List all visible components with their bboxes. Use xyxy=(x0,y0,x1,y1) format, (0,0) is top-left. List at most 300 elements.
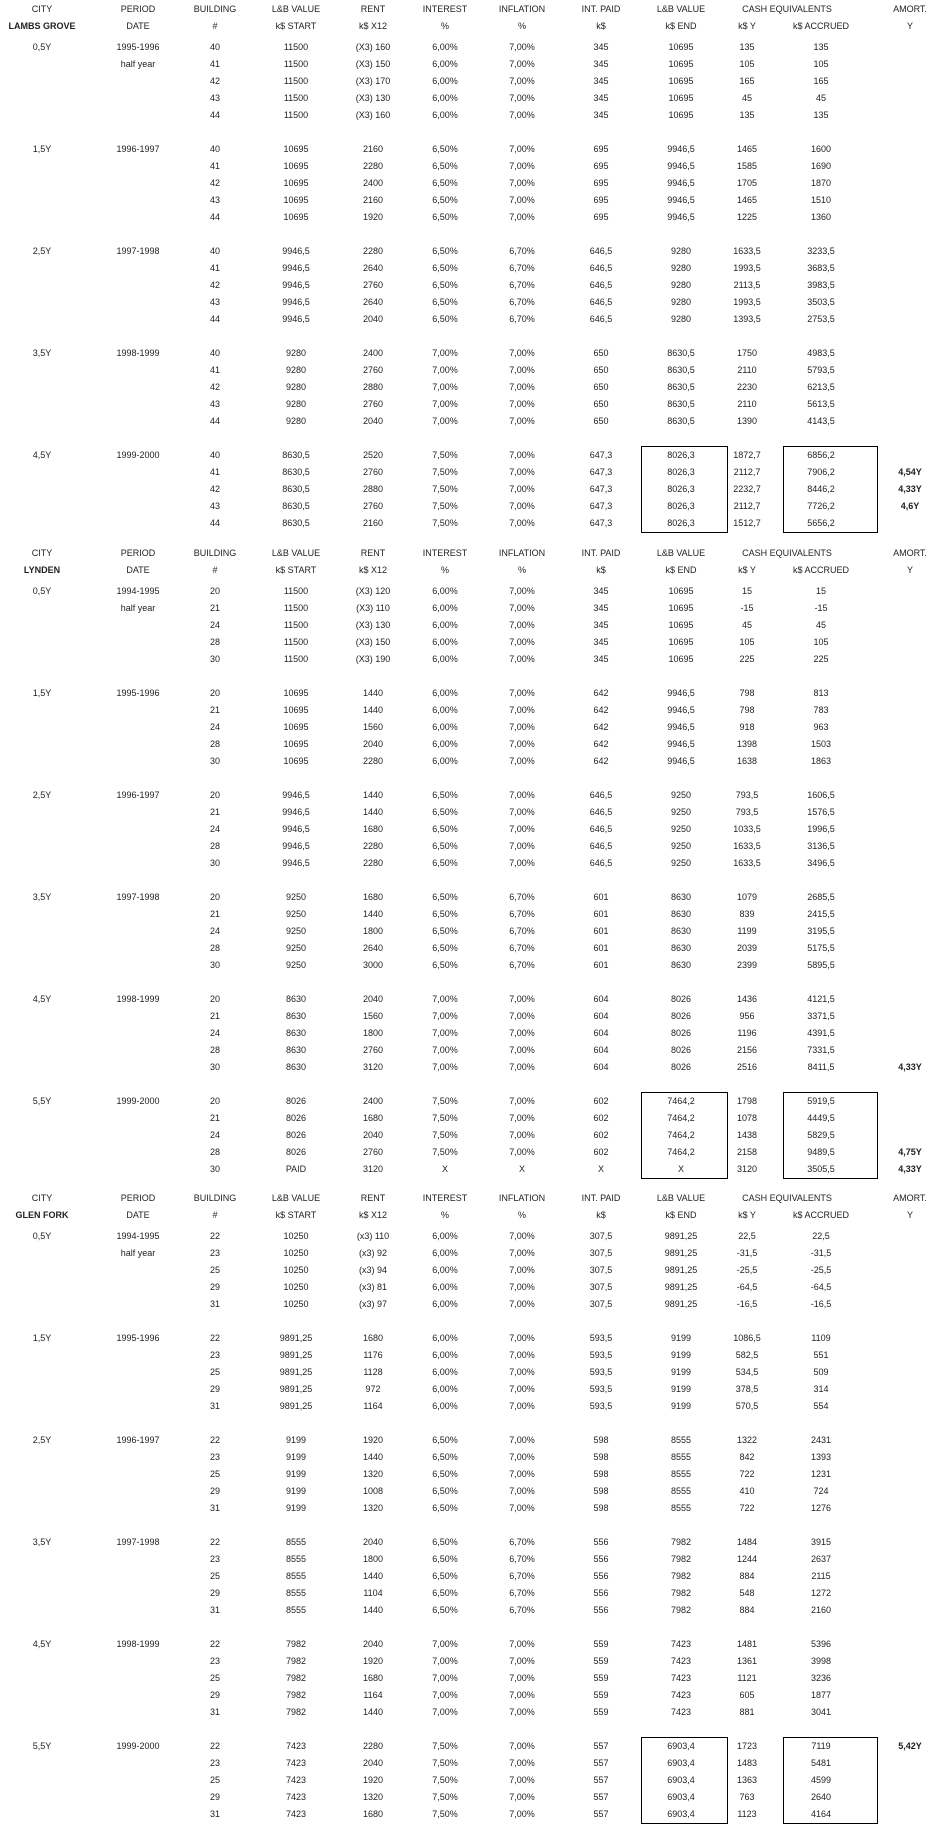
cell-cashAcc: 5793,5 xyxy=(807,365,835,375)
header-inflation-unit: % xyxy=(517,1210,527,1220)
period-date: 1998-1999 xyxy=(116,994,160,1004)
cell-inflation: 7,00% xyxy=(509,399,535,409)
cell-int-paid: 604 xyxy=(593,1011,609,1021)
cell-interest: 7,00% xyxy=(432,1062,458,1072)
cell-interest: 6,50% xyxy=(432,144,458,154)
cell-lb-start: 10250 xyxy=(283,1299,309,1309)
cell-lb-end: 10695 xyxy=(668,59,694,69)
header-cash-equivalents: CASH EQUIVALENTS xyxy=(742,1193,832,1203)
cell-inflation: 7,00% xyxy=(509,1486,535,1496)
cell-interest: 6,00% xyxy=(432,756,458,766)
cell-cashAcc: 1109 xyxy=(811,1333,831,1343)
period-label: 0,5Y xyxy=(32,586,52,596)
cell-lb-start: 9946,5 xyxy=(282,824,310,834)
cell-inflation: 7,00% xyxy=(509,1707,535,1717)
cell-rent: 2760 xyxy=(362,365,384,375)
cell-cashY: 1199 xyxy=(737,926,757,936)
cell-cashY: 1723 xyxy=(736,1741,758,1751)
cell-interest: 7,50% xyxy=(432,1147,458,1157)
cell-inflation: 7,00% xyxy=(509,1639,535,1649)
cell-cashY: 105 xyxy=(739,59,755,69)
cell-lb-start: 8630,5 xyxy=(282,467,310,477)
header-rent: RENT xyxy=(360,1193,386,1203)
header-kdollar-accrued: k$ ACCRUED xyxy=(792,21,850,31)
cell-building: 44 xyxy=(209,518,221,528)
cell-cashY: 570,5 xyxy=(735,1401,759,1411)
cell-inflation: 7,00% xyxy=(509,450,535,460)
cell-cashAcc: 4164 xyxy=(810,1809,832,1819)
cell-int-paid: 646,5 xyxy=(589,807,613,817)
cell-cashY: 1361 xyxy=(736,1656,758,1666)
period-note: half year xyxy=(120,59,156,69)
cell-lb-end: 8026,3 xyxy=(667,501,695,511)
period-label: 1,5Y xyxy=(32,1333,52,1343)
cell-lb-end: 7464,2 xyxy=(667,1096,695,1106)
cell-cashAcc: 509 xyxy=(813,1367,829,1377)
cell-lb-start: 8630,5 xyxy=(282,501,310,511)
header-rent: RENT xyxy=(360,4,386,14)
cell-cashAcc: 783 xyxy=(813,705,829,715)
cell-cashY: 1079 xyxy=(736,892,758,902)
cell-inflation: 7,00% xyxy=(509,59,535,69)
cell-rent: 1920 xyxy=(362,1656,384,1666)
cell-int-paid: 598 xyxy=(593,1435,609,1445)
cell-lb-start: 7982 xyxy=(285,1673,307,1683)
cell-inflation: 7,00% xyxy=(509,1333,535,1343)
cell-lb-end: 7982 xyxy=(670,1571,692,1581)
header-rent: RENT xyxy=(360,548,386,558)
cell-rent: (X3) 160 xyxy=(355,42,391,52)
cell-interest: 7,00% xyxy=(432,1045,458,1055)
cell-inflation: 7,00% xyxy=(509,1299,535,1309)
cell-rent: (X3) 130 xyxy=(355,620,391,630)
cell-lb-end: 7464,2 xyxy=(667,1147,695,1157)
cell-inflation: 7,00% xyxy=(509,144,535,154)
cell-cashAcc: 135 xyxy=(813,42,829,52)
cell-inflation: 6,70% xyxy=(509,1571,535,1581)
cell-lb-start: 9199 xyxy=(285,1435,307,1445)
cell-int-paid: 650 xyxy=(593,382,609,392)
cell-rent: 2040 xyxy=(362,1537,384,1547)
cell-int-paid: 695 xyxy=(593,178,609,188)
cell-cashY: 1086,5 xyxy=(733,1333,761,1343)
cell-cashAcc: 5396 xyxy=(810,1639,832,1649)
cell-lb-end: 8026 xyxy=(670,994,692,1004)
cell-cashY: 378,5 xyxy=(735,1384,759,1394)
cell-cashY: 842 xyxy=(739,1452,755,1462)
header-lb-value-end: L&B VALUE xyxy=(656,548,706,558)
cell-cashY: 763 xyxy=(739,1792,755,1802)
cell-rent: 1680 xyxy=(362,892,384,902)
cell-rent: 2760 xyxy=(362,1147,384,1157)
cell-building: 28 xyxy=(209,739,221,749)
cell-lb-end: 10695 xyxy=(668,93,694,103)
cell-lb-end: 9946,5 xyxy=(667,144,695,154)
cell-interest: 6,50% xyxy=(432,297,458,307)
header-period: PERIOD xyxy=(120,4,156,14)
cell-cashAcc: 4391,5 xyxy=(807,1028,835,1038)
cell-cashY: 884 xyxy=(739,1571,755,1581)
cell-inflation: 7,00% xyxy=(509,858,535,868)
cell-lb-end: 8630 xyxy=(670,892,692,902)
cell-lb-start: 8026 xyxy=(285,1147,307,1157)
cell-lb-end: 10695 xyxy=(668,110,694,120)
cell-rent: (X3) 110 xyxy=(356,603,390,613)
cell-lb-start: 11500 xyxy=(283,110,309,120)
cell-lb-end: 10695 xyxy=(668,586,694,596)
cell-int-paid: 604 xyxy=(593,994,609,1004)
cell-building: 40 xyxy=(209,144,221,154)
cell-rent: 2040 xyxy=(362,1130,384,1140)
cell-building: 40 xyxy=(209,348,221,358)
cell-rent: 2160 xyxy=(362,144,384,154)
cell-lb-end: 8555 xyxy=(670,1486,692,1496)
cell-int-paid: 646,5 xyxy=(589,297,613,307)
cell-cashY: 1225 xyxy=(736,212,758,222)
cell-cashY: 1633,5 xyxy=(733,841,761,851)
cell-lb-start: 9199 xyxy=(285,1469,307,1479)
header-date: DATE xyxy=(126,1210,150,1220)
cell-rent: (x3) 110 xyxy=(356,1231,390,1241)
cell-building: 31 xyxy=(209,1809,221,1819)
cell-cashAcc: 5481 xyxy=(810,1758,832,1768)
cell-building: 30 xyxy=(209,1164,221,1174)
period-label: 3,5Y xyxy=(32,348,52,358)
cell-cashY: 2110 xyxy=(737,365,757,375)
cell-lb-end: 9280 xyxy=(670,263,692,273)
cell-inflation: 7,00% xyxy=(509,739,535,749)
period-date: 1995-1996 xyxy=(116,688,160,698)
cell-rent: 2400 xyxy=(362,1096,384,1106)
cell-cashAcc: 5895,5 xyxy=(807,960,835,970)
cell-inflation: 7,00% xyxy=(509,416,535,426)
period-date: 1999-2000 xyxy=(116,450,160,460)
cell-inflation: 7,00% xyxy=(509,161,535,171)
cell-lb-start: 9199 xyxy=(285,1503,307,1513)
cell-interest: 7,00% xyxy=(432,1639,458,1649)
cell-rent: (X3) 160 xyxy=(355,110,391,120)
cell-lb-end: 9199 xyxy=(670,1333,692,1343)
cell-cashAcc: 2753,5 xyxy=(807,314,835,324)
cell-int-paid: 601 xyxy=(593,892,609,902)
cell-cashY: 1244 xyxy=(736,1554,758,1564)
cell-int-paid: 602 xyxy=(593,1147,609,1157)
cell-building: 24 xyxy=(209,1130,221,1140)
cell-cashAcc: 551 xyxy=(813,1350,829,1360)
cell-interest: 7,50% xyxy=(432,1775,458,1785)
header-inflation-unit: % xyxy=(517,21,527,31)
cell-rent: 2880 xyxy=(362,484,384,494)
cell-int-paid: 646,5 xyxy=(589,314,613,324)
period-date: 1996-1997 xyxy=(116,144,160,154)
cell-building: 29 xyxy=(209,1792,221,1802)
cell-cashAcc: 314 xyxy=(813,1384,829,1394)
cell-lb-end: 8026 xyxy=(670,1062,692,1072)
cell-inflation: 6,70% xyxy=(509,314,535,324)
cell-inflation: 6,70% xyxy=(509,1605,535,1615)
header-city: CITY xyxy=(31,548,53,558)
cell-rent: 1920 xyxy=(362,1435,384,1445)
cell-interest: 6,50% xyxy=(432,1588,458,1598)
cell-building: 20 xyxy=(209,892,221,902)
amortization-value: 5,42Y xyxy=(898,1741,922,1751)
cell-int-paid: 598 xyxy=(593,1486,609,1496)
cell-int-paid: 307,5 xyxy=(589,1248,613,1258)
period-label: 2,5Y xyxy=(32,790,52,800)
cell-interest: 6,00% xyxy=(432,1401,458,1411)
cell-cashAcc: 1510 xyxy=(810,195,832,205)
cell-lb-start: 9250 xyxy=(285,926,307,936)
cell-interest: 6,00% xyxy=(432,110,458,120)
cell-lb-start: 11500 xyxy=(283,42,309,52)
cell-cashY: 45 xyxy=(741,93,753,103)
cell-rent: (X3) 120 xyxy=(355,586,391,596)
cell-cashY: 1633,5 xyxy=(733,858,761,868)
cell-cashY: 2158 xyxy=(736,1147,758,1157)
cell-cashAcc: 3915 xyxy=(810,1537,832,1547)
cell-lb-end: 9946,5 xyxy=(667,722,695,732)
cell-rent: 1008 xyxy=(362,1486,384,1496)
period-label: 3,5Y xyxy=(32,892,52,902)
cell-interest: 6,00% xyxy=(432,1384,458,1394)
cell-cashAcc: 225 xyxy=(813,654,829,664)
cell-cashY: 793,5 xyxy=(735,790,759,800)
cell-lb-start: 9946,5 xyxy=(282,314,310,324)
period-date: 1997-1998 xyxy=(116,246,160,256)
cell-int-paid: 345 xyxy=(593,110,609,120)
cell-rent: (x3) 97 xyxy=(358,1299,388,1309)
period-label: 2,5Y xyxy=(32,1435,52,1445)
cell-cashY: 1398 xyxy=(736,739,758,749)
cell-int-paid: 593,5 xyxy=(589,1350,613,1360)
header-lb-value-start: L&B VALUE xyxy=(271,548,321,558)
cell-lb-start: 9280 xyxy=(285,382,307,392)
cell-building: 23 xyxy=(209,1554,221,1564)
cell-rent: 3120 xyxy=(362,1062,384,1072)
city-name: LYNDEN xyxy=(23,565,61,575)
cell-rent: 2640 xyxy=(362,943,384,953)
cell-cashY: 881 xyxy=(739,1707,755,1717)
cell-cashAcc: 813 xyxy=(813,688,829,698)
header-interest-unit: % xyxy=(440,1210,450,1220)
period-date: 1999-2000 xyxy=(116,1096,160,1106)
cell-interest: 6,50% xyxy=(432,1605,458,1615)
cell-cashAcc: -31,5 xyxy=(810,1248,832,1258)
cell-int-paid: 604 xyxy=(593,1045,609,1055)
cell-int-paid: 559 xyxy=(593,1707,609,1717)
cell-int-paid: 647,3 xyxy=(589,501,613,511)
cell-lb-end: 9250 xyxy=(670,858,692,868)
cell-building: 44 xyxy=(209,212,221,222)
cell-interest: 7,00% xyxy=(432,348,458,358)
header-kdollar-start: k$ START xyxy=(275,21,317,31)
cell-lb-start: 11500 xyxy=(283,620,309,630)
cell-interest: 7,50% xyxy=(432,1792,458,1802)
cell-lb-start: 7982 xyxy=(285,1707,307,1717)
cell-int-paid: 602 xyxy=(593,1096,609,1106)
cell-int-paid: 642 xyxy=(593,739,609,749)
cell-int-paid: 642 xyxy=(593,756,609,766)
cell-lb-start: 9946,5 xyxy=(282,790,310,800)
header-city: CITY xyxy=(31,4,53,14)
cell-interest: 6,00% xyxy=(432,722,458,732)
cell-building: 42 xyxy=(209,76,221,86)
cell-inflation: 6,70% xyxy=(509,943,535,953)
header-amort-unit: Y xyxy=(906,1210,914,1220)
period-date: 1994-1995 xyxy=(116,1231,160,1241)
cell-rent: (x3) 92 xyxy=(358,1248,388,1258)
cell-int-paid: 559 xyxy=(593,1673,609,1683)
cell-cashAcc: 22,5 xyxy=(812,1231,830,1241)
cell-inflation: 7,00% xyxy=(509,722,535,732)
cell-int-paid: 556 xyxy=(593,1588,609,1598)
cell-building: 28 xyxy=(209,1147,221,1157)
cell-interest: 7,50% xyxy=(432,1758,458,1768)
cell-lb-end: 8630,5 xyxy=(667,348,695,358)
header-inflation: INFLATION xyxy=(498,548,546,558)
cell-building: 22 xyxy=(209,1333,221,1343)
cell-cashY: 605 xyxy=(739,1690,755,1700)
cell-lb-start: 7423 xyxy=(285,1809,307,1819)
cell-lb-end: 8630 xyxy=(670,926,692,936)
cell-lb-start: 9280 xyxy=(285,416,307,426)
header-kdollar-year: k$ Y xyxy=(738,21,756,31)
period-label: 0,5Y xyxy=(32,42,52,52)
cell-rent: (X3) 190 xyxy=(355,654,391,664)
cell-inflation: 7,00% xyxy=(509,1011,535,1021)
cell-building: 29 xyxy=(209,1384,221,1394)
cell-cashAcc: 6213,5 xyxy=(807,382,835,392)
cell-int-paid: 647,3 xyxy=(589,450,613,460)
cell-interest: 6,00% xyxy=(432,59,458,69)
cell-inflation: 7,00% xyxy=(509,1775,535,1785)
cell-cashY: 1705 xyxy=(736,178,758,188)
cell-rent: 1680 xyxy=(362,1113,384,1123)
cell-interest: 6,50% xyxy=(432,178,458,188)
cell-rent: 1440 xyxy=(362,1707,384,1717)
cell-interest: 7,50% xyxy=(432,1130,458,1140)
cell-cashAcc: 2637 xyxy=(810,1554,832,1564)
cell-lb-start: 7423 xyxy=(285,1758,307,1768)
header-int-paid: INT. PAID xyxy=(581,4,621,14)
cell-rent: 2880 xyxy=(362,382,384,392)
cell-int-paid: 557 xyxy=(593,1809,609,1819)
cell-rent: 1440 xyxy=(362,705,384,715)
period-label: 1,5Y xyxy=(32,688,52,698)
highlight-box-accrued xyxy=(783,446,878,533)
cell-building: 44 xyxy=(209,110,221,120)
cell-lb-end: 7423 xyxy=(670,1690,692,1700)
cell-int-paid: 604 xyxy=(593,1062,609,1072)
city-name: GLEN FORK xyxy=(15,1210,69,1220)
cell-lb-end: 9199 xyxy=(670,1384,692,1394)
cell-building: 20 xyxy=(209,790,221,800)
cell-cashY: 2112,7 xyxy=(733,501,761,511)
header-period: PERIOD xyxy=(120,548,156,558)
cell-lb-end: 8630 xyxy=(670,943,692,953)
cell-int-paid: 557 xyxy=(593,1775,609,1785)
cell-rent: 2280 xyxy=(362,1741,384,1751)
cell-inflation: 7,00% xyxy=(509,620,535,630)
cell-int-paid: 601 xyxy=(593,909,609,919)
cell-lb-start: 10250 xyxy=(283,1231,309,1241)
cell-building: 29 xyxy=(209,1486,221,1496)
cell-inflation: 6,70% xyxy=(509,1554,535,1564)
header-kdollar-year: k$ Y xyxy=(738,565,756,575)
cell-cashAcc: 3983,5 xyxy=(807,280,835,290)
cell-cashAcc: 3505,5 xyxy=(807,1164,835,1174)
cell-building: 41 xyxy=(209,467,221,477)
cell-building: 31 xyxy=(209,1707,221,1717)
cell-building: 29 xyxy=(209,1588,221,1598)
cell-int-paid: 593,5 xyxy=(589,1401,613,1411)
header-date: DATE xyxy=(126,21,150,31)
cell-inflation: 6,70% xyxy=(509,297,535,307)
cell-cashAcc: 3371,5 xyxy=(807,1011,835,1021)
cell-rent: 2760 xyxy=(362,399,384,409)
cell-cashY: -15 xyxy=(740,603,754,613)
cell-cashAcc: -25,5 xyxy=(810,1265,832,1275)
period-note: half year xyxy=(120,1248,156,1258)
cell-cashY: 1078 xyxy=(736,1113,758,1123)
cell-rent: 972 xyxy=(365,1384,381,1394)
cell-cashAcc: 5829,5 xyxy=(807,1130,835,1140)
cell-interest: 6,00% xyxy=(432,1282,458,1292)
period-label: 4,5Y xyxy=(32,450,52,460)
cell-inflation: 7,00% xyxy=(509,382,535,392)
header-cash-equivalents: CASH EQUIVALENTS xyxy=(742,548,832,558)
cell-interest: 6,50% xyxy=(432,161,458,171)
header-interest-unit: % xyxy=(440,21,450,31)
cell-lb-end: 8630,5 xyxy=(667,382,695,392)
cell-lb-start: 10250 xyxy=(283,1265,309,1275)
cell-interest: 6,50% xyxy=(432,263,458,273)
cell-rent: 1800 xyxy=(362,1028,384,1038)
cell-interest: 6,00% xyxy=(432,654,458,664)
cell-inflation: 6,70% xyxy=(509,1537,535,1547)
header-int-paid: INT. PAID xyxy=(581,1193,621,1203)
cell-cashY: 1633,5 xyxy=(733,246,761,256)
cell-cashY: 135 xyxy=(739,42,755,52)
cell-building: 41 xyxy=(209,59,221,69)
cell-inflation: 7,00% xyxy=(509,212,535,222)
cell-cashY: -25,5 xyxy=(736,1265,758,1275)
cell-rent: 1440 xyxy=(362,1452,384,1462)
cell-int-paid: 345 xyxy=(593,620,609,630)
cell-interest: 6,00% xyxy=(432,739,458,749)
header-int-paid-unit: k$ xyxy=(596,565,606,575)
cell-lb-start: 9946,5 xyxy=(282,263,310,273)
header-int-paid-unit: k$ xyxy=(596,1210,606,1220)
cell-lb-end: 9891,25 xyxy=(664,1248,698,1258)
cell-inflation: 7,00% xyxy=(509,637,535,647)
cell-rent: 1680 xyxy=(362,1333,384,1343)
cell-lb-start: 8555 xyxy=(285,1537,307,1547)
cell-lb-end: 9946,5 xyxy=(667,178,695,188)
cell-cashAcc: 1690 xyxy=(810,161,832,171)
cell-rent: 2280 xyxy=(362,246,384,256)
cell-lb-end: 9946,5 xyxy=(667,161,695,171)
cell-building: 31 xyxy=(209,1299,221,1309)
cell-int-paid: 650 xyxy=(593,416,609,426)
cell-int-paid: 345 xyxy=(593,654,609,664)
cell-int-paid: 646,5 xyxy=(589,790,613,800)
cell-lb-start: 9946,5 xyxy=(282,858,310,868)
cell-cashY: 1438 xyxy=(736,1130,758,1140)
cell-lb-start: 7982 xyxy=(285,1656,307,1666)
cell-lb-end: X xyxy=(677,1164,685,1174)
cell-lb-start: 8630 xyxy=(285,1062,307,1072)
